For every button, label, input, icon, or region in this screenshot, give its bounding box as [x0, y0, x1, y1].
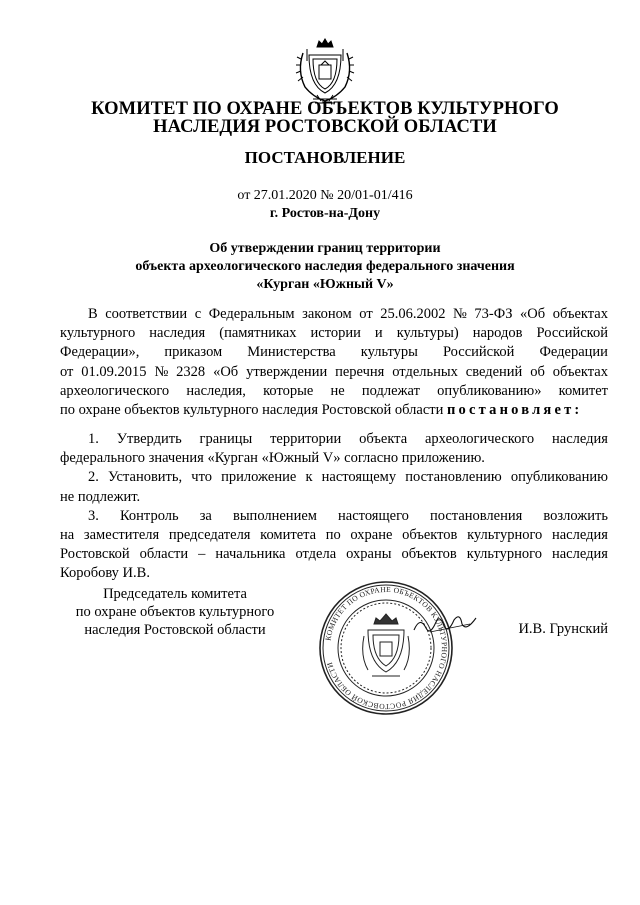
- word: Ростовской: [60, 546, 130, 563]
- word: соответствии: [105, 306, 188, 322]
- word: комитета: [260, 527, 317, 544]
- word: на: [60, 527, 75, 544]
- word: наследия: [551, 527, 608, 544]
- document-title: [60, 240, 590, 294]
- word: от: [359, 306, 373, 322]
- word: археологического: [425, 431, 535, 447]
- word: области: [139, 546, 189, 563]
- title-line-3: «Курган «Южный V»: [256, 277, 394, 292]
- word: охраны: [346, 546, 392, 563]
- item-3-line: [60, 507, 608, 526]
- word: не: [330, 382, 345, 399]
- document-type: ПОСТАНОВЛЕНИЕ: [244, 148, 406, 167]
- word: по: [325, 527, 341, 544]
- word: об: [530, 363, 545, 380]
- preamble-line: [60, 401, 608, 420]
- word: культуры): [396, 325, 459, 342]
- word: начальника: [215, 546, 286, 563]
- word: утверждении: [246, 363, 328, 380]
- word: наследия: [551, 546, 608, 563]
- word: приказом: [164, 344, 223, 361]
- preamble-line: [60, 305, 608, 324]
- word: 2328: [176, 363, 206, 380]
- word: от: [60, 363, 74, 380]
- title-line-2: объекта археологического наследия федерального значения: [135, 259, 515, 274]
- word: культуры: [360, 344, 418, 361]
- preamble-line: [60, 382, 608, 401]
- word: Федерации: [539, 344, 608, 361]
- word: которые: [263, 382, 314, 399]
- title-line-1: Об утверждении границ территории: [209, 241, 441, 256]
- word: №: [453, 306, 467, 322]
- word: объектов: [402, 527, 458, 544]
- word: объектов: [401, 546, 457, 563]
- word: культурного: [467, 527, 543, 544]
- word: выполнением: [232, 507, 317, 524]
- word: Российской: [442, 344, 515, 361]
- item-1-line: федерального значения «Курган «Южный V» согласно приложению.: [60, 450, 485, 467]
- word: с: [194, 306, 202, 322]
- word: народов: [472, 325, 523, 342]
- preamble-text: по охране объектов культурного наследия Ростовской области: [60, 402, 444, 419]
- word: возложить: [543, 507, 608, 524]
- word: наследия: [552, 431, 608, 447]
- word: подлежат: [361, 382, 420, 399]
- word: постановлению: [405, 469, 502, 486]
- word: что: [191, 469, 212, 486]
- word: Федерации»,: [60, 344, 140, 361]
- signatory-name: И.В. Грунский: [518, 621, 608, 637]
- word: за: [199, 507, 212, 524]
- stamp-text: КОМИТЕТ ПО ОХРАНЕ ОБЪЕКТОВ КУЛЬТУРНОГО НАСЛЕДИЯ РОСТОВСКОЙ ОБЛАСТИ: [323, 584, 450, 712]
- word: 25.06.2002: [380, 306, 446, 322]
- word: председателя: [168, 527, 251, 544]
- word: и: [374, 325, 383, 342]
- word: законом: [302, 306, 352, 322]
- word: истории: [310, 325, 361, 342]
- word: отдела: [295, 546, 337, 563]
- item-3-line: Коробову И.В.: [60, 565, 150, 582]
- item-2-line: [60, 468, 608, 487]
- word: постановления: [430, 507, 523, 524]
- word: заместителя: [83, 527, 160, 544]
- word: «Об: [213, 363, 239, 380]
- word: Контроль: [119, 507, 179, 524]
- rostov-region-coat-of-arms-icon: [295, 35, 355, 107]
- word: культурного: [466, 546, 542, 563]
- word: 01.09.2015: [81, 363, 147, 380]
- word: опубликованию: [510, 469, 608, 486]
- word: наследия,: [186, 382, 246, 399]
- word: Установить,: [108, 469, 183, 486]
- signatory-position-line-1: Председатель комитета: [103, 586, 247, 602]
- word: объекта: [359, 431, 408, 447]
- signatory-position-line-3: наследия Ростовской области: [84, 622, 266, 638]
- preamble-line: [60, 363, 608, 382]
- word: наследия: [149, 325, 206, 342]
- word: настоящего: [338, 507, 409, 524]
- item-3-line: [60, 545, 608, 564]
- word: отдельных: [392, 363, 458, 380]
- document-city: г. Ростов-на-Дону: [269, 206, 381, 221]
- svg-text:КОМИТЕТ ПО ОХРАНЕ ОБЪЕКТОВ КУЛ: [323, 585, 449, 711]
- word: границы: [199, 431, 253, 447]
- item-1-line: [60, 430, 608, 449]
- word: территории: [270, 431, 342, 447]
- word: 3.: [88, 507, 99, 524]
- word: опубликованию»: [437, 382, 542, 399]
- word: к: [305, 469, 313, 486]
- word: «Об: [520, 306, 546, 322]
- preamble-paragraph: [60, 305, 608, 420]
- word: Федеральным: [208, 306, 295, 322]
- resolution-items: [60, 430, 608, 584]
- signatory-position-line-2: по охране объектов культурного: [75, 604, 275, 620]
- word: –: [198, 546, 206, 563]
- word: объектах: [552, 306, 608, 322]
- handwritten-signature-icon: [410, 610, 480, 640]
- word: охране: [350, 527, 393, 544]
- resolves-word: постановляет:: [447, 402, 583, 419]
- word: В: [88, 306, 98, 322]
- word: приложение: [221, 469, 297, 486]
- organization-name-line-2: НАСЛЕДИЯ РОСТОВСКОЙ ОБЛАСТИ: [153, 117, 497, 137]
- word: 2.: [88, 469, 99, 486]
- word: объектах: [552, 363, 608, 380]
- word: 73-ФЗ: [474, 306, 513, 322]
- word: Министерства: [247, 344, 336, 361]
- organization-name-line-1: КОМИТЕТ ПО ОХРАНЕ ОБЪЕКТОВ КУЛЬТУРНОГО: [91, 99, 559, 119]
- word: настоящему: [321, 469, 397, 486]
- word: 1.: [88, 431, 99, 447]
- word: культурного: [60, 325, 136, 342]
- signatory-position: [60, 585, 290, 639]
- preamble-line: [60, 343, 608, 362]
- word: (памятниках: [219, 325, 297, 342]
- item-2-line: не подлежит.: [60, 488, 141, 505]
- word: перечня: [335, 363, 385, 380]
- document-date-number: от 27.01.2020 № 20/01-01/416: [237, 188, 413, 203]
- word: сведений: [465, 363, 523, 380]
- word: комитет: [558, 382, 608, 399]
- word: №: [154, 363, 169, 380]
- item-3-line: [60, 526, 608, 545]
- word: Российской: [536, 325, 608, 342]
- organization-name: [60, 100, 590, 136]
- preamble-line: [60, 324, 608, 343]
- official-round-seal-icon: [316, 578, 456, 718]
- word: археологического: [60, 382, 170, 399]
- word: Утвердить: [116, 431, 182, 447]
